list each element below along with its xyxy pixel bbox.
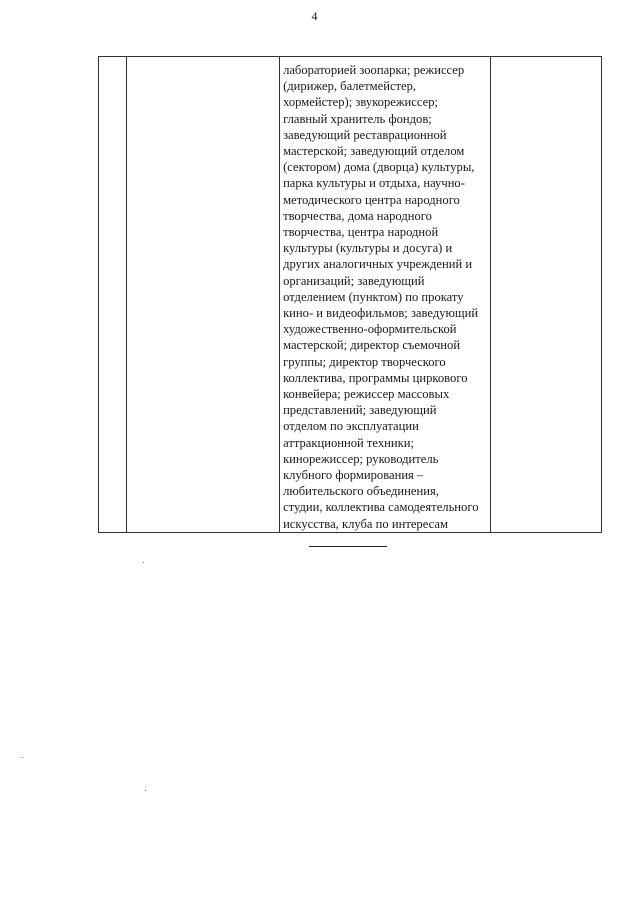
table-cell-group [127, 57, 280, 533]
end-of-document-rule [309, 546, 387, 547]
page-number: 4 [311, 9, 318, 23]
table-cell-notes [491, 57, 602, 533]
table-row [99, 57, 602, 533]
cell-text [127, 57, 279, 62]
cell-text [491, 57, 601, 62]
positions-table [98, 56, 602, 533]
positions-list-text: лабораторией зоопарка; режиссер (дирижер, балетмейстер, хормейстер); звукорежиссер; главный хранитель фондов; заведующий реставрационной мастерской; заведующий отделом (сектором) дома (дворца) культуры, парка культуры и отдыха, научно- методического центра народного творчества, дома народного творчества, центра народной культуры (культуры и досуга) и других аналогичных учреждений и организаций; заведующий отделением (пунктом) по прокату кино- и видеофильмов; заведующий художественно-оформительской мастерской; директор съемочной группы; директор творческого коллектива, программы циркового конвейера; режиссер массовых представлений; заведующий отделом по эксплуатации аттракционной техники; кинорежиссер; руководитель клубного формирования – любительского объединения, студии, коллектива самодеятельного искусства, клуба по интересам [283, 63, 479, 531]
table-cell-number [99, 57, 127, 533]
scan-speck [145, 790, 146, 791]
table-cell-positions [280, 57, 491, 533]
scan-speck [22, 757, 23, 758]
scan-speck [143, 562, 144, 563]
cell-text [99, 57, 126, 62]
